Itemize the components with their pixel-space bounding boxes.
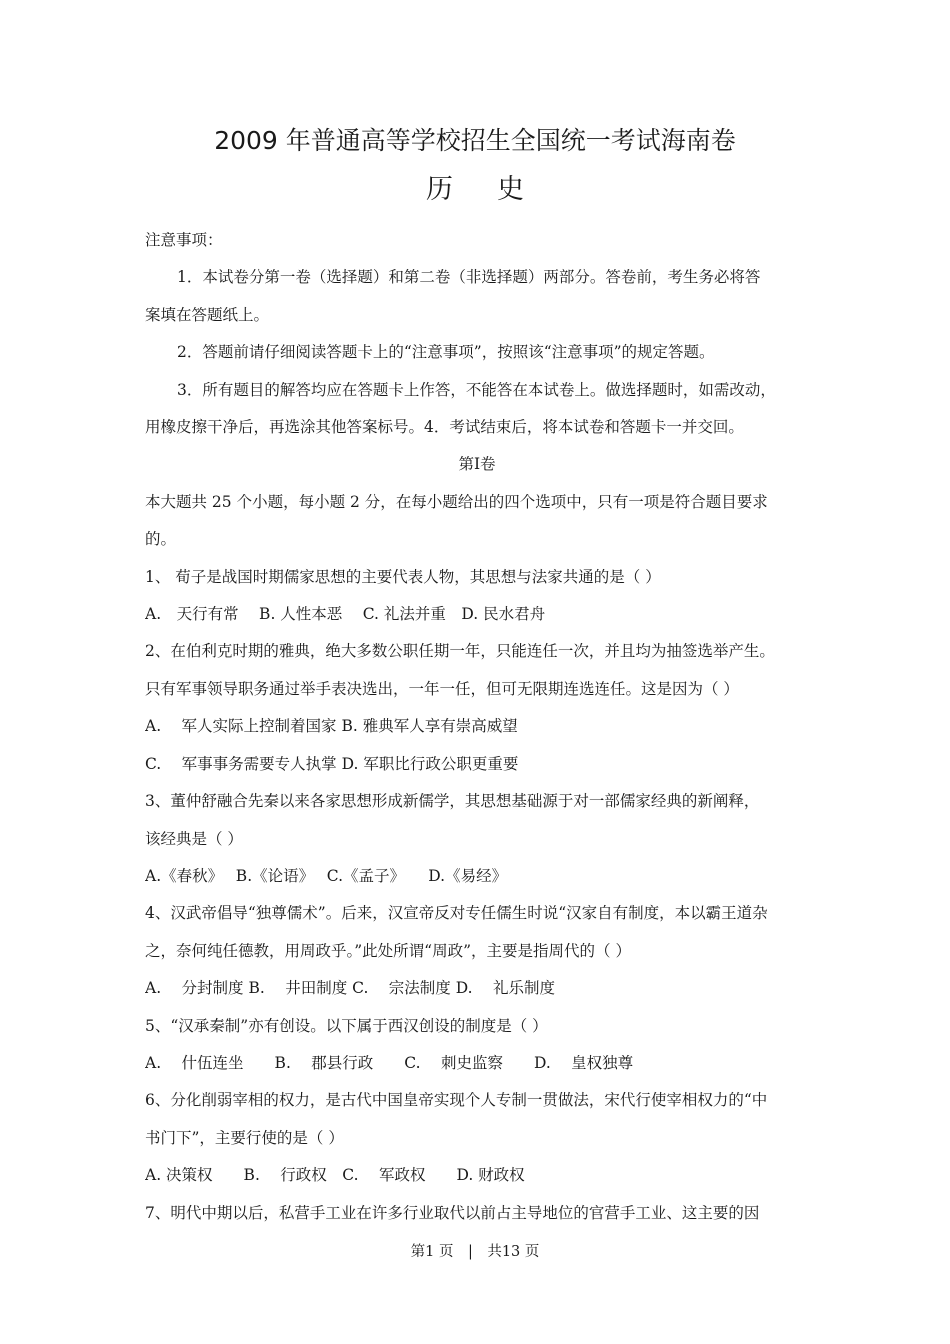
question-3-line-2: 该经典是（ ） — [145, 829, 243, 848]
notice-item-2: 2．答题前请仔细阅读答题卡上的“注意事项”，按照该“注意事项”的规定答题。 — [177, 343, 715, 362]
question-2-options-ab: A. 军人实际上控制着国家 B. 雅典军人享有崇高威望 — [145, 717, 518, 736]
question-1: 1、 荀子是战国时期儒家思想的主要代表人物，其思想与法家共通的是（ ） — [145, 567, 661, 586]
page-footer: 第1 页 | 共13 页 — [410, 1244, 540, 1260]
document-body — [145, 222, 809, 1232]
question-6-line-2: 书门下”，主要行使的是（ ） — [145, 1128, 344, 1147]
question-7-line-1: 7、明代中期以后，私营手工业在许多行业取代以前占主导地位的官营手工业、这主要的因 — [145, 1203, 760, 1222]
notice-item-1-line-1: 1．本试卷分第一卷（选择题）和第二卷（非选择题）两部分。答卷前，考生务必将答 — [177, 268, 761, 287]
question-5-options: A. 什伍连坐 B. 郡县行政 C. 刺史监察 D. 皇权独尊 — [145, 1053, 634, 1072]
notice-item-1-line-2: 案填在答题纸上。 — [145, 305, 270, 324]
question-4-line-2: 之，奈何纯任德教，用周政乎。”此处所谓“周政”，主要是指周代的（ ） — [145, 941, 631, 960]
question-1-options: A. 天行有常 B. 人性本恶 C. 礼法并重 D. 民水君舟 — [145, 605, 546, 624]
question-3-line-1: 3、董仲舒融合先秦以来各家思想形成新儒学，其思想基础源于对一部儒家经典的新阐释， — [145, 792, 760, 811]
question-4-line-1: 4、汉武帝倡导“独尊儒术”。后来，汉宣帝反对专任儒生时说“汉家自有制度，本以霸王道杂 — [145, 904, 768, 923]
section-title: 第Ⅰ卷 — [458, 455, 496, 474]
exam-title: 2009 年普通高等学校招生全国统一考试海南卷 — [214, 126, 736, 155]
exam-subject: 历史 — [426, 174, 568, 205]
question-3-options: A.《春秋》 B.《论语》 C.《孟子》 D.《易经》 — [145, 866, 508, 885]
question-4-options: A. 分封制度 B. 井田制度 C. 宗法制度 D. 礼乐制度 — [145, 979, 555, 998]
question-2-line-1: 2、在伯利克时期的雅典，绝大多数公职任期一年，只能连任一次，并且均为抽签选举产生。 — [145, 642, 775, 661]
question-2-line-2: 只有军事领导职务通过举手表决选出，一年一任，但可无限期连选连任。这是因为（ ） — [145, 679, 739, 698]
notice-item-3-line-2: 用橡皮擦干净后，再选涂其他答案标号。4．考试结束后，将本试卷和答题卡一并交回。 — [145, 418, 744, 437]
question-5: 5、“汉承秦制”亦有创设。以下属于西汉创设的制度是（ ） — [145, 1016, 548, 1035]
question-6-line-1: 6、分化削弱宰相的权力，是古代中国皇帝实现个人专制一贯做法，宋代行使宰相权力的“中 — [145, 1091, 768, 1110]
question-6-options: A. 决策权 B. 行政权 C. 军政权 D. 财政权 — [145, 1166, 525, 1185]
question-2-options-cd: C. 军事事务需要专人执掌 D. 军职比行政公职更重要 — [145, 754, 519, 773]
notice-heading: 注意事项： — [145, 231, 223, 249]
notice-item-3-line-1: 3．所有题目的解答均应在答题卡上作答，不能答在本试卷上。做选择题时，如需改动， — [177, 380, 776, 399]
section-intro-line-2: 的。 — [145, 530, 177, 549]
section-intro-line-1: 本大题共 25 个小题，每小题 2 分，在每小题给出的四个选项中，只有一项是符合题目要求 — [145, 492, 768, 511]
